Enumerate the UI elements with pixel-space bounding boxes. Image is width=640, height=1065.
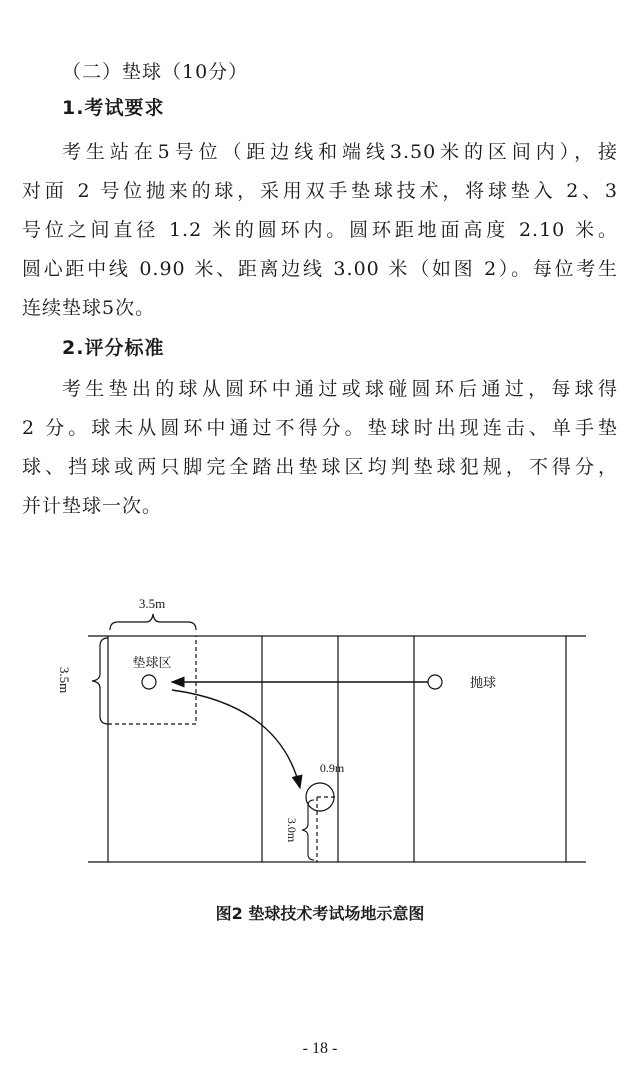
scoring-line-2: 2 分。球未从圆环中通过不得分。垫球时出现连击、单手垫 [22,417,618,439]
passer-marker [142,675,156,689]
section-title: （二）垫球（10分） [62,61,249,83]
pass-arrow [172,690,300,788]
ring-depth-label: 3.0m [285,817,299,843]
requirements-line-5: 连续垫球5次。 [22,297,156,319]
requirements-line-2: 对面 2 号位抛来的球，采用双手垫球技术，将球垫入 2、3 [22,180,618,202]
scoring-line-4: 并计垫球一次。 [22,495,163,517]
passing-zone-label: 垫球区 [132,655,172,670]
figure-caption: 图2 垫球技术考试场地示意图 [215,904,425,923]
requirements-heading: 1.考试要求 [62,97,165,119]
requirements-line-3: 号位之间直径 1.2 米的圆环内。圆环距地面高度 2.10 米。 [22,219,618,241]
court-outline [108,636,566,862]
width-brace [110,614,196,630]
ring-offset-label: 0.9m [319,761,345,775]
height-brace [92,638,108,724]
scoring-line-3: 球、挡球或两只脚完全踏出垫球区均判垫球犯规，不得分， [22,456,618,478]
requirements-line-1: 考生站在5号位（距边线和端线3.50米的区间内），接 [62,141,618,163]
scoring-line-1: 考生垫出的球从圆环中通过或球碰圆环后通过，每球得 [62,378,618,400]
court-diagram [0,590,640,890]
tosser-marker [428,675,442,689]
toss-label: 抛球 [470,675,497,690]
height-label: 3.5m [57,666,72,694]
width-label: 3.5m [138,596,166,611]
page-number: - 18 - [302,1040,338,1057]
requirements-line-4: 圆心距中线 0.90 米、距离边线 3.00 米（如图 2）。每位考生 [22,258,618,280]
scoring-heading: 2.评分标准 [62,337,165,359]
